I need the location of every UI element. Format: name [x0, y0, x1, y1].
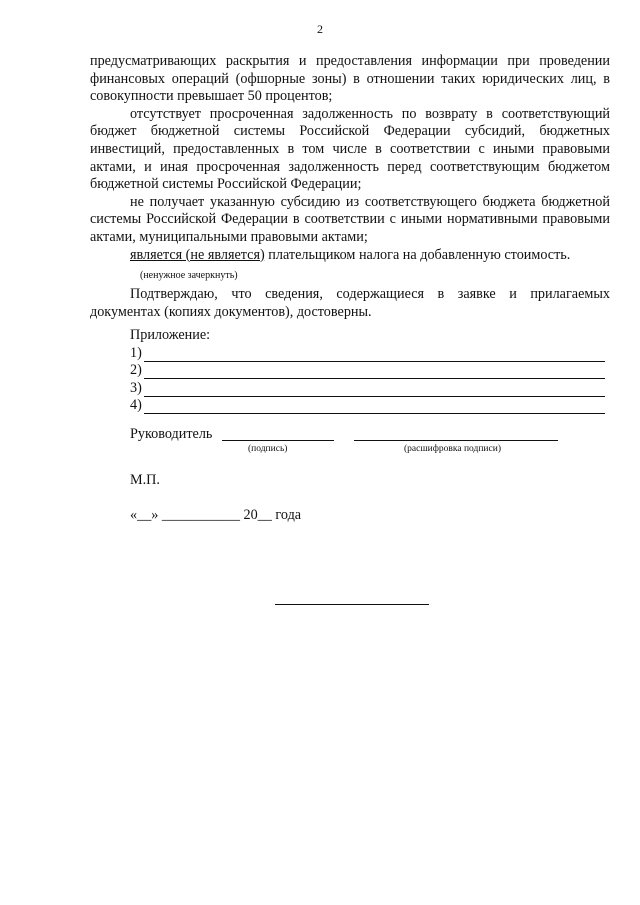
vat-status-choice: является (не является): [130, 246, 265, 263]
appendix-line: [130, 397, 605, 415]
strike-note: (ненужное зачеркнуть): [140, 270, 238, 282]
page-number: 2: [317, 22, 323, 36]
document-body: [90, 53, 610, 321]
paragraph-confirm: Подтверждаю, что сведения, содержащиеся в заявке и прилагаемых документах (копиях документов), достоверны.: [90, 286, 610, 320]
appendix-blank-line: [144, 349, 605, 362]
appendix-item-number: 3): [130, 379, 142, 396]
appendix-section: [130, 326, 605, 414]
appendix-title: Приложение:: [130, 327, 211, 343]
signature-block: [130, 426, 610, 466]
date-line: «__» ___________ 20__ года: [130, 507, 302, 523]
signature-label: Руководитель: [130, 426, 213, 442]
appendix-item-number: 2): [130, 362, 142, 378]
appendix-line: [130, 344, 605, 362]
appendix-line: [130, 362, 605, 380]
appendix-blank-line: [144, 366, 605, 379]
appendix-line: [130, 379, 605, 397]
stamp-placeholder: М.П.: [130, 472, 160, 488]
closing-divider: [275, 604, 429, 605]
paragraph-offshore: предусматривающих раскрытия и предоставления информации при проведении финансовых операций (офшорные зоны) в отношении таких юридических лиц, в совокупности превышает 50 процентов;: [90, 53, 610, 105]
decode-blank-line: [354, 440, 558, 441]
signature-blank-line: [222, 440, 334, 441]
appendix-blank-line: [144, 401, 605, 414]
paragraph-debt: отсутствует просроченная задолженность по возврату в соответствующий бюджет бюджетной системы Российской Федерации субсидий, бюджетных инвестиций, предоставленных в том числе в соответствии с иными правовыми актами, и иная просроченная задолженность перед соответствующим бюджетом бюджетной системы Российской Федерации;: [90, 105, 610, 193]
appendix-blank-line: [144, 384, 605, 397]
decode-caption: (расшифровка подписи): [404, 444, 501, 454]
signature-caption: (подпись): [248, 444, 288, 454]
paragraph-vat: [90, 247, 610, 265]
appendix-item-number: 4): [130, 397, 142, 413]
appendix-item-number: 1): [130, 344, 142, 361]
vat-status-text: плательщиком налога на добавленную стоимость.: [264, 246, 571, 263]
paragraph-subsidy: не получает указанную субсидию из соответствующего бюджета бюджетной системы Российской Федерации в соответствии с иными нормативными правовыми актами, муниципальными правовыми актами;: [90, 193, 610, 245]
